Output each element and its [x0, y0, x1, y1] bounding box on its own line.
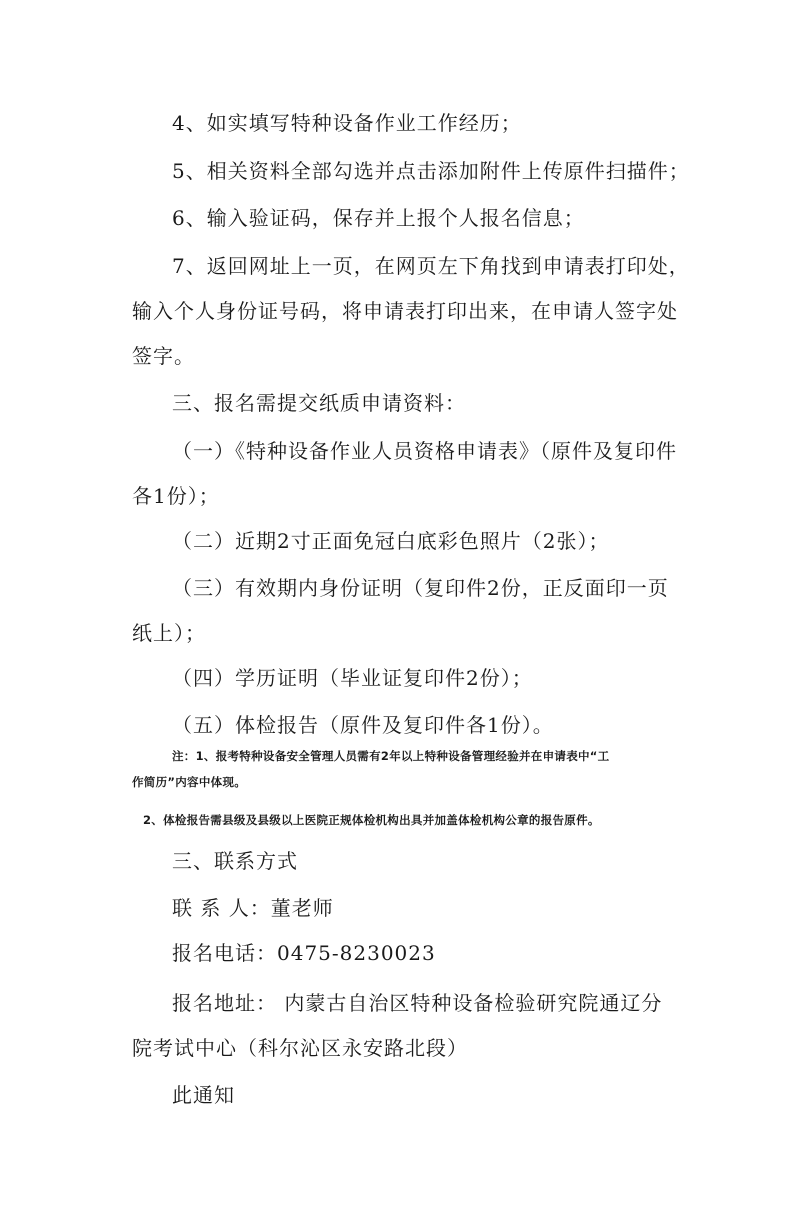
material-item-5: （五）体检报告（原件及复印件各1份）。	[172, 713, 554, 737]
step-5: 5、相关资料全部勾选并点击添加附件上传原件扫描件；	[172, 159, 690, 183]
closing-text: 此通知	[172, 1083, 235, 1107]
note-1-line-1: 注：1、报考特种设备安全管理人员需有2年以上特种设备管理经验并在申请表中“工	[172, 749, 610, 763]
note-2: 2、体检报告需县级及县级以上医院正规体检机构出具并加盖体检机构公章的报告原件。	[143, 813, 600, 827]
material-item-4: （四）学历证明（毕业证复印件2份）；	[172, 666, 533, 690]
step-7-line-2: 输入个人身份证号码，将申请表打印出来，在申请人签字处	[132, 299, 678, 323]
material-item-2: （二）近期2寸正面免冠白底彩色照片（2张）；	[172, 529, 610, 553]
step-7-line-1: 7、返回网址上一页，在网页左下角找到申请表打印处，	[172, 254, 690, 278]
contact-heading: 三、联系方式	[172, 849, 298, 873]
material-item-1-line-2: 各1份）；	[132, 484, 220, 508]
contact-person: 联 系 人：董老师	[172, 896, 334, 920]
step-4: 4、如实填写特种设备作业工作经历；	[172, 111, 522, 135]
step-7-line-3: 签字。	[132, 344, 195, 368]
material-item-3-line-1: （三）有效期内身份证明（复印件2份，正反面印一页	[172, 576, 669, 600]
note-1-line-2: 作简历”内容中体现。	[132, 775, 247, 789]
contact-address-line-2: 院考试中心（科尔沁区永安路北段）	[132, 1036, 468, 1060]
step-6: 6、输入验证码，保存并上报个人报名信息；	[172, 206, 585, 230]
contact-phone: 报名电话：0475-8230023	[172, 941, 436, 965]
contact-address-line-1: 报名地址： 内蒙古自治区特种设备检验研究院通辽分	[172, 991, 663, 1015]
materials-heading: 三、报名需提交纸质申请资料：	[172, 391, 466, 415]
material-item-3-line-2: 纸上）；	[132, 621, 206, 645]
material-item-1-line-1: （一）《特种设备作业人员资格申请表》（原件及复印件	[172, 439, 677, 463]
